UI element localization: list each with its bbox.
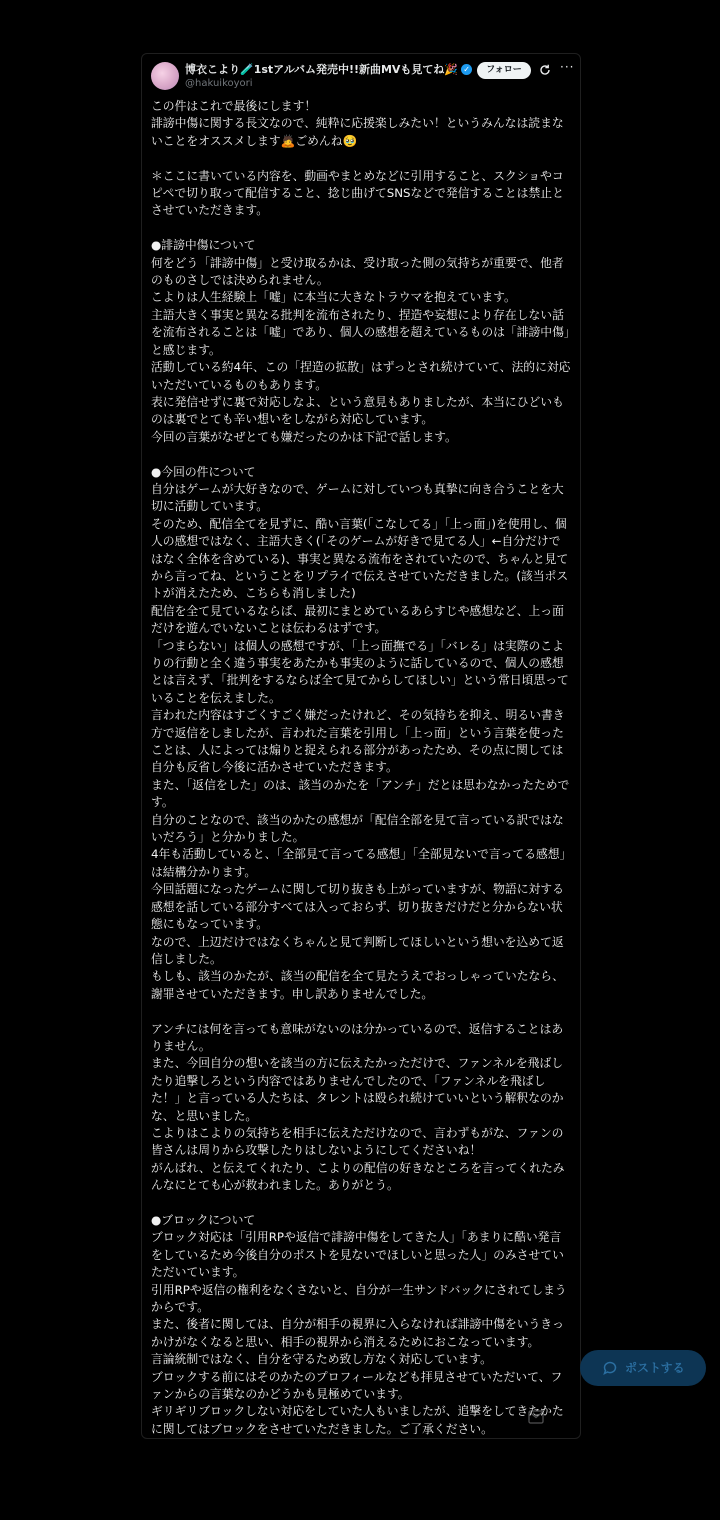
- refresh-icon[interactable]: [538, 63, 552, 77]
- chat-bubble-icon: [602, 1360, 618, 1376]
- more-options-button[interactable]: ···: [560, 60, 575, 74]
- author-name-row[interactable]: [185, 61, 472, 77]
- mail-icon[interactable]: [528, 1410, 544, 1424]
- post-header: [150, 60, 575, 96]
- post-fab-button[interactable]: [580, 1350, 706, 1386]
- author-handle[interactable]: @hakuikoyori: [185, 78, 253, 89]
- verified-badge-icon: ✓: [461, 64, 472, 75]
- post-fab-label: ポストする: [625, 1361, 685, 1375]
- author-name[interactable]: 博衣こより🧪1stアルバム発売中!!新曲MVも見てね🎉: [185, 63, 459, 76]
- follow-button[interactable]: フォロー: [477, 62, 531, 79]
- avatar[interactable]: [151, 62, 179, 90]
- post-card: [141, 53, 581, 1439]
- post-body-text: この件はこれで最後にします！ 誹謗中傷に関する長文なので、純粋に応援楽しみたい！というみんなは読まないことをオススメします🙇ごめんね🥹 ＊ここに書いている内容を、動画やまとめなどに引用すること、スクショやコピペで切り取って配信すること、捻じ曲げてSNSなどで発信することは禁止とさせていただきます。 ●誹謗中傷について 何をどう「誹謗中傷」と受け取るかは、受け取った側の気持ちが重要で、他者のものさしでは決められません。 こよりは人生経験上「嘘」に本当に大きなトラウマを抱えています。 主語大きく事実と異なる批判を流布されたり、捏造や妄想により存在しない話を流布されることは「嘘」であり、個人の感想を超えているものは「誹謗中傷」と感じます。 活動している約4年、この「捏造の拡散」はずっとされ続けていて、法的に対応いただいているものもあります。 表に発信せずに裏で対応しなよ、という意見もありましたが、本当にひどいものは裏でとても辛い想いをしながら対応しています。 今回の言葉がなぜとても嫌だったのかは下記で話します。 ●今回の件について 自分はゲームが大好きなので、ゲームに対していつも真摯に向き合うことを大切に活動しています。 そのため、配信全てを見ずに、酷い言葉(「こなしてる」「上っ面」)を使用し、個人の感想ではなく、主語大きく(「そのゲームが好きで見てる人」←自分だけではなく全体を含めている)、事実と異なる流布をされていたので、ちゃんと見てから言ってね、ということをリプライで伝えさせていただきました。(該当ポストが消えたため、こちらも消しました) 配信を全て見ているならば、最初にまとめているあらすじや感想など、上っ面だけを遊んでいないことは伝わるはずです。 「つまらない」は個人の感想ですが、「上っ面撫でる」「バレる」は実際のこよりの行動と全く違う事実をあたかも事実のように話しているので、個人の感想とは言えず、「批判をするならば全て見てからしてほしい」という常日頃思っていることを伝えました。 言われた内容はすごくすごく嫌だったけれど、その気持ちを抑え、明るい書き方で返信をしましたが、言われた言葉を引用し「上っ面」という言葉を使ったことは、人によっては煽りと捉えられる部分があったため、その点に関しては自分も反省し今後に活かさせていただきます。 また、「返信をした」のは、該当のかたを「アンチ」だとは思わなかったためです。 自分のことなので、該当のかたの感想が「配信全部を見て言っている訳ではないだろう」と分かりました。 4年も活動していると、「全部見て言ってる感想」「全部見ないで言ってる感想」は結構分かります。 今回話題になったゲームに関して切り抜きも上がっていますが、物語に対する感想を話している部分すべては入っておらず、切り抜きだけだと分からない状態にもなっています。 なので、上辺だけではなくちゃんと見て判断してほしいという想いを込めて返信しました。 もしも、該当のかたが、該当の配信を全て見たうえでおっしゃっていたなら、謝罪させていただきます。申し訳ありませんでした。 アンチには何を言っても意味がないのは分かっているので、返信することはありません。 また、今回自分の想いを該当の方に伝えたかっただけで、ファンネルを飛ばしたり追撃しろという内容ではありませんでしたので、「ファンネルを飛ばした！」と言っている人たちは、タレントは殴られ続けていいという解釈なのかな、と思いました。 こよりはこよりの気持ちを相手に伝えただけなので、言わずもがな、ファンの皆さんは周りから攻撃したりはしないようにしてくださいね！ がんばれ、と伝えてくれたり、こよりの配信の好きなところを言ってくれたみんなにとても心が救われました。ありがとう。 ●ブロックについて ブロック対応は「引用RPや返信で誹謗中傷をしてきた人」「あまりに酷い発言をしているため今後自分のポストを見ないでほしいと思った人」のみさせていただいています。 引用RPや返信の権利をなくさないと、自分が一生サンドバックにされてしまうからです。 また、後者に関しては、自分が相手の視界に入らなければ誹謗中傷をいうきっかけがなくなると思い、相手の視界から消えるためにおこなっています。 言論統制ではなく、自分を守るため致し方なく対応しています。 ブロックする前にはそのかたのプロフィールなども拝見させていただいて、ファンからの言葉なのかどうかも見極めています。 ギリギリブロックしない対応をしていた人もいましたが、追撃をしてきたかたに関してはブロックをさせていただきました。ご了承ください。: [151, 99, 571, 1436]
